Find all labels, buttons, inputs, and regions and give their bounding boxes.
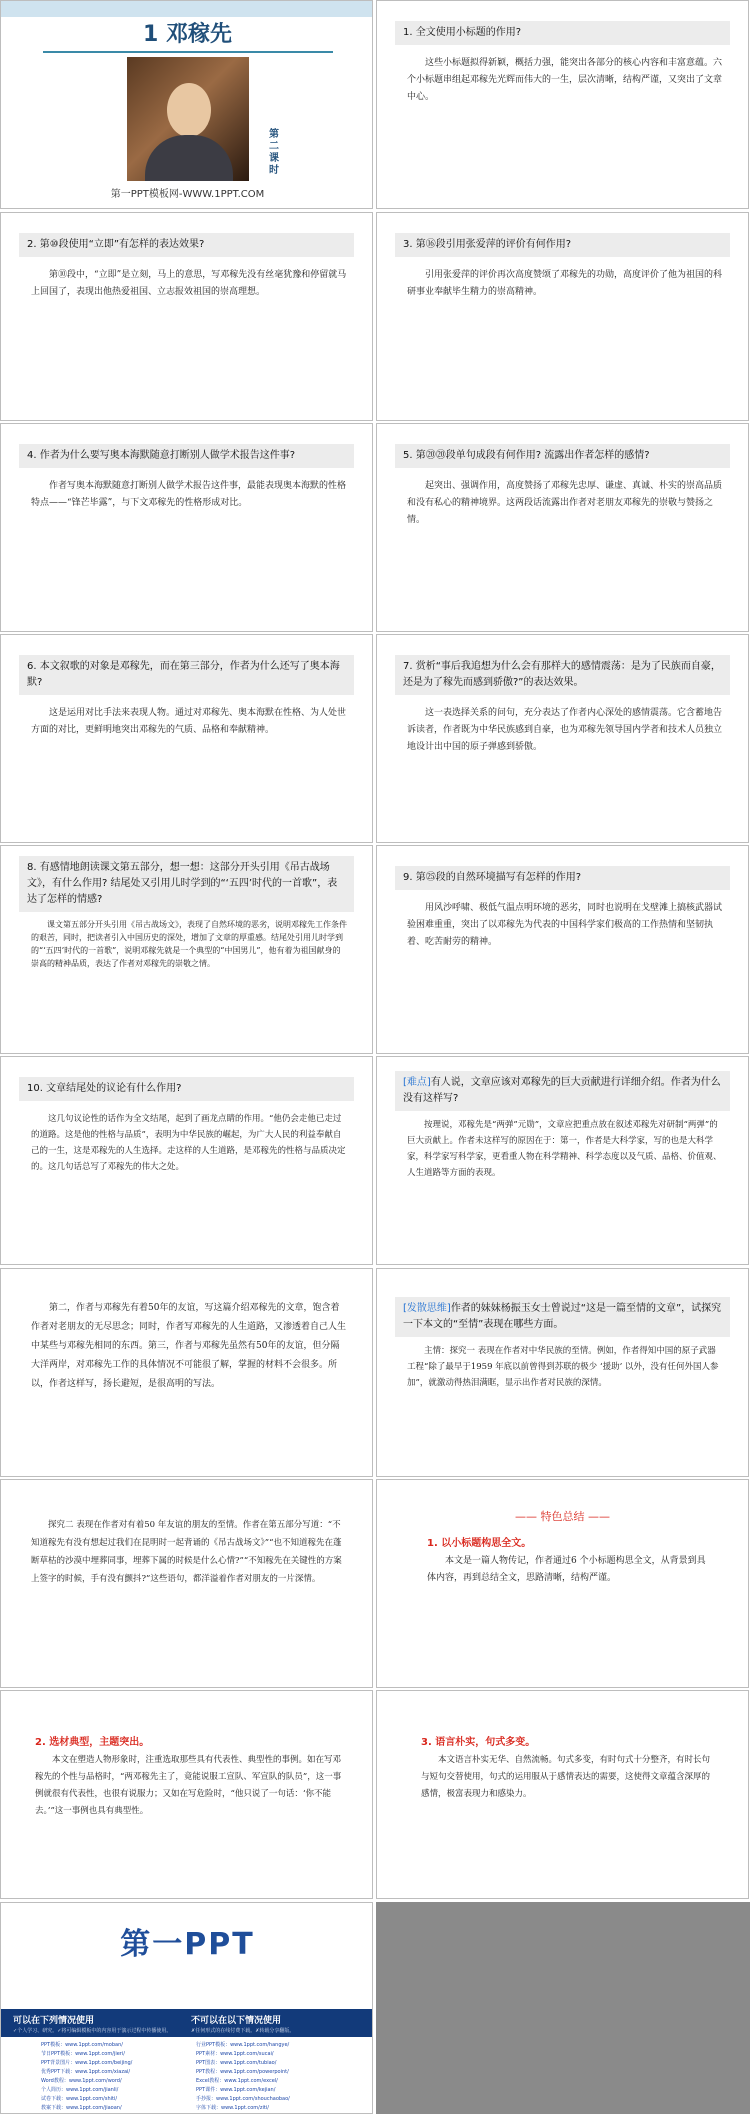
- slide-17[interactable]: [376, 1690, 749, 1899]
- link[interactable]: 教案下载：www.1ppt.com/jiaoan/: [41, 2105, 122, 2111]
- link[interactable]: Word教程：www.1ppt.com/word/: [41, 2078, 122, 2084]
- slide-6[interactable]: [0, 634, 373, 843]
- link[interactable]: PPT模板：www.1ppt.com/moban/: [41, 2042, 123, 2048]
- answer: 用风沙呼啸、极低气温点明环境的恶劣，同时也说明在戈壁滩上搞核武器试验困难重重，突出了以邓稼先为代表的中国科学家们极高的工作热情和坚韧执着、吃苦耐劳的精神。: [407, 903, 723, 947]
- question: 1. 全文使用小标题的作用?: [395, 21, 730, 45]
- feature-text: 本文是一篇人物传记，作者通过6 个小标题构思全文，从背景到具体内容，再到总结全文，思路清晰，结构严谨。: [427, 1556, 706, 1583]
- answer: 这是运用对比手法来表现人物。通过对邓稼先、奥本海默在性格、为人处世方面的对比，更鲜明地突出邓稼先的气质、品格和奉献精神。: [31, 708, 347, 735]
- feature-heading: 3. 语言朴实，句式多变。: [421, 1737, 536, 1748]
- slide-8[interactable]: [0, 845, 373, 1054]
- feature-heading: 2. 选材典型，主题突出。: [35, 1737, 150, 1748]
- difficulty-tag: [难点]: [403, 1077, 431, 1088]
- question: 5. 第⑳⑳段单句成段有何作用? 流露出作者怎样的感情?: [395, 444, 730, 468]
- link[interactable]: 个人简历：www.1ppt.com/jianli/: [41, 2087, 119, 2093]
- link[interactable]: Excel教程：www.1ppt.com/excel/: [196, 2078, 278, 2084]
- link[interactable]: PPT背景图片：www.1ppt.com/beijing/: [41, 2060, 133, 2066]
- question: 4. 作者为什么要写奥本海默随意打断别人做学术报告这件事?: [19, 444, 354, 468]
- cover-banner: [1, 1, 373, 17]
- question: 8. 有感情地朗读课文第五部分，想一想：这部分开头引用《吊古战场文》，有什么作用? 结尾处又引用儿时学到的“‘五四’时代的一首歌”，表达了怎样的情感?: [19, 856, 354, 912]
- cover-slide[interactable]: [0, 0, 373, 209]
- question: 3. 第⑯段引用张爱萍的评价有何作用?: [395, 233, 730, 257]
- slide-5[interactable]: [376, 423, 749, 632]
- allowed-title: 可以在下列情况使用: [13, 2016, 95, 2026]
- slide-15[interactable]: [376, 1479, 749, 1688]
- divergent-tag: [发散思维]: [403, 1303, 451, 1314]
- slide-4[interactable]: [0, 423, 373, 632]
- link[interactable]: PPT素材：www.1ppt.com/sucai/: [196, 2051, 274, 2057]
- portrait-body: [145, 135, 233, 181]
- feature-heading: 1. 以小标题构思全文。: [427, 1538, 532, 1549]
- question-text: 有人说，文章应该对邓稼先的巨大贡献进行详细介绍。作者为什么没有这样写?: [403, 1077, 721, 1104]
- link-list: [1, 2037, 373, 2114]
- link[interactable]: 字体下载：www.1ppt.com/ziti/: [196, 2105, 269, 2111]
- question: 2. 第⑩段使用“立即”有怎样的表达效果?: [19, 233, 354, 257]
- allowed-usage: [13, 2013, 183, 2035]
- slide-14[interactable]: [0, 1479, 373, 1688]
- question-text: 作者的妹妹杨振玉女士曾说过“这是一篇至情的文章”，试探究一下本文的“至情”表现在哪些方面。: [403, 1303, 722, 1330]
- answer: 这些小标题拟得新颖，概括力强，能突出各部分的核心内容和丰富意蕴。六个小标题串组起邓稼先光辉而伟大的一生，层次清晰，结构严谨，又突出了文章中心。: [407, 58, 723, 102]
- slide-1[interactable]: [376, 0, 749, 209]
- feature-text: 本文语言朴实无华、自然流畅。句式多变，有时句式十分整齐，有时长句与短句交替使用，句式的运用服从于感情表达的需要，这使得文章蕴含深厚的感情，极富表现力和感染力。: [421, 1755, 711, 1799]
- slide-13[interactable]: [376, 1268, 749, 1477]
- forbidden-text: ✗任何形式的在线付费下载。✗转载分享翻版。: [191, 2028, 295, 2034]
- answer: 探究二 表现在作者对有着50 年友谊的朋友的至情。作者在第五部分写道：“不知道稼先有没有想起过我们在昆明时一起背诵的《吊古战场文》”“也不知道稼先在蓬断草枯的沙漠中埋葬同事，埋葬下属的时候是什么心情?”“不知稼先在关键性的方案上签字的时候，手有没有颤抖?”这些语句，都洋溢着作者对朋友的一片深情。: [31, 1520, 342, 1584]
- answer: 按理说，邓稼先是“两弹”元勋”，文章应把重点放在叙述邓稼先对研制“两弹”的巨大贡献上。作者未这样写的原因在于：第一，作者是大科学家，写的也是大科学家，科学家写科学家，更看重人物在科学精神、科学态度以及气质、品格、价值观、人生道路等方面的表现。: [407, 1120, 722, 1178]
- empty-area: [376, 1902, 750, 2114]
- question: 10. 文章结尾处的议论有什么作用?: [19, 1077, 354, 1101]
- link[interactable]: 节日PPT模板：www.1ppt.com/jieri/: [41, 2051, 125, 2057]
- portrait-image: [127, 57, 249, 181]
- slide-2[interactable]: [0, 212, 373, 421]
- question: [395, 1297, 730, 1337]
- answer: 引用张爱萍的评价再次高度赞颂了邓稼先的功勋，高度评价了他为祖国的科研事业奉献毕生精力的崇高精神。: [407, 270, 723, 297]
- link[interactable]: 行业PPT模板：www.1ppt.com/hangye/: [196, 2042, 290, 2048]
- slide-7[interactable]: [376, 634, 749, 843]
- answer: 起突出、强调作用，高度赞扬了邓稼先忠厚、谦虚、真诚、朴实的崇高品质和没有私心的精神境界。这两段话流露出作者对老朋友邓稼先的崇敬与赞扬之情。: [407, 481, 723, 525]
- link[interactable]: PPT图表：www.1ppt.com/tubiao/: [196, 2060, 277, 2066]
- question: 9. 第㉕段的自然环境描写有怎样的作用?: [395, 866, 730, 890]
- slide-10[interactable]: [0, 1056, 373, 1265]
- answer: 这一表选择关系的问句，充分表达了作者内心深处的感情震荡。它含蓄地告诉读者，作者既为中华民族感到自豪，也为邓稼先领导国内学者和技术人员独立地设计出中国的原子弹感到骄傲。: [407, 708, 723, 752]
- allowed-text: ✓个人学习、研究。✓将可编辑模板中的内容用于演示过程中传播使用。: [13, 2028, 172, 2034]
- question: 6. 本文叙歌的对象是邓稼先，而在第三部分，作者为什么还写了奥本海默?: [19, 655, 354, 695]
- answer: 主情：探究一 表现在作者对中华民族的至情。例如，作者得知中国的原子武器工程“除了最早于1959 年底以前曾得到苏联的极少 ‘援助’ 以外，没有任何外国人参加”，就激动得热泪满眶，显示出作者对民族的深情。: [407, 1346, 719, 1388]
- summary-title: —— 特色总结 ——: [515, 1510, 610, 1523]
- answer: 课文第五部分开头引用《吊古战场文》，表现了自然环境的恶劣，说明邓稼先工作条件的艰苦，同时，把读者引入中国历史的深处，增加了文章的厚重感。结尾处引用儿时学到的“‘五四’时代的一首歌”，说明邓稼先就是一个典型的“中国男儿”，他有着为祖国献身的崇高的精神品质，表达了作者对邓稼先的崇敬之情。: [31, 920, 347, 968]
- forbidden-usage: [191, 2013, 361, 2035]
- answer: 第二，作者与邓稼先有着50年的友谊，写这篇介绍邓稼先的文章，饱含着作者对老朋友的无尽思念；同时，作者写邓稼先的人生道路，又渗透着自己人生中某些与邓稼先相同的东西。第三，作者与邓稼先虽然有50年的友谊，但分隔大洋两岸，对邓稼先工作的具体情况不可能很了解，掌握的材料不会很多。所以，作者这样写，扬长避短，是很高明的写法。: [31, 1303, 347, 1389]
- cover-title: 1 邓稼先: [143, 22, 232, 47]
- feature-text: 本文在塑造人物形象时，注重选取那些具有代表性、典型性的事例。如在写邓稼先的个性与品格时，“两邓稼先主了，竟能说服工宣队、军宣队的队员”，这一事例就很有代表性，也很有说服力；又如在写危险时，“他只说了一句话：‘你不能去。’”这一事例也具有典型性。: [35, 1755, 342, 1816]
- answer: 作者写奥本海默随意打断别人做学术报告这件事，最能表现奥本海默的性格特点——“锋芒毕露”，与下文邓稼先的性格形成对比。: [31, 481, 347, 508]
- lesson-label: 第二课时: [269, 129, 279, 176]
- slide-9[interactable]: [376, 845, 749, 1054]
- link[interactable]: PPT教程：www.1ppt.com/powerpoint/: [196, 2069, 289, 2075]
- link[interactable]: PPT课件：www.1ppt.com/kejian/: [196, 2087, 276, 2093]
- cover-caption: 第一PPT模板网-WWW.1PPT.COM: [110, 189, 265, 200]
- answer: 这几句议论性的话作为全文结尾，起到了画龙点睛的作用。“他仍会走他已走过的道路。这是他的性格与品质”，表明为中华民族的崛起，为广大人民的利益奉献自己的一生，这是邓稼先的人生选择。走这样的人生道路，是邓稼先的性格与品质决定的。这几句话总写了邓稼先的伟大之处。: [31, 1114, 346, 1172]
- answer: 第⑩段中，“立即”是立刻，马上的意思，写邓稼先没有丝毫犹豫和停留就马上回国了，表现出他热爱祖国、立志报效祖国的崇高理想。: [31, 270, 347, 297]
- link[interactable]: 试卷下载：www.1ppt.com/shiti/: [41, 2096, 118, 2102]
- cover-divider: [43, 51, 333, 53]
- slide-11[interactable]: [376, 1056, 749, 1265]
- portrait-face: [167, 83, 211, 137]
- ad-slide[interactable]: [0, 1902, 373, 2114]
- link[interactable]: 优秀PPT下载：www.1ppt.com/xiazai/: [41, 2069, 131, 2075]
- slide-16[interactable]: [0, 1690, 373, 1899]
- slide-12[interactable]: [0, 1268, 373, 1477]
- forbidden-title: 不可以在以下情况使用: [191, 2016, 282, 2026]
- slide-3[interactable]: [376, 212, 749, 421]
- brand-logo: 第一PPT: [120, 1927, 255, 1962]
- question: 7. 赏析“事后我追想为什么会有那样大的感情震荡：是为了民族而自豪，还是为了稼先而感到骄傲?”的表达效果。: [395, 655, 730, 695]
- question: [395, 1071, 730, 1111]
- link[interactable]: 手抄报：www.1ppt.com/shouchaobao/: [196, 2096, 290, 2102]
